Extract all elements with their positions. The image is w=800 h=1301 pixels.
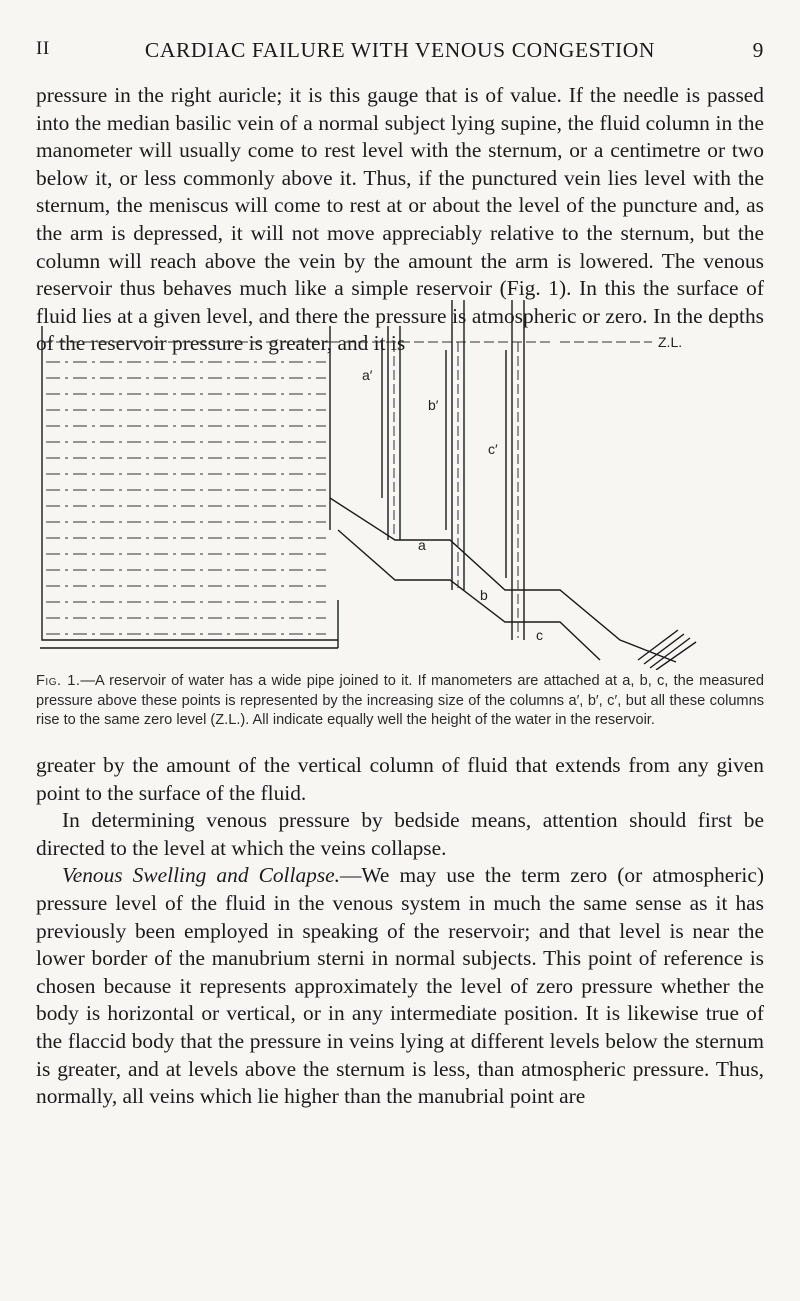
water-hatching (46, 362, 326, 634)
paragraph-venous-swelling (36, 862, 764, 1110)
zero-level-label: Z.L. (658, 334, 683, 350)
chapter-title: CARDIAC FAILURE WITH VENOUS CONGESTION (144, 38, 656, 62)
label-b: b (480, 587, 488, 603)
reservoir-diagram (40, 270, 760, 670)
figure-label: Fig. 1. (36, 673, 81, 689)
figure-caption (36, 672, 764, 731)
label-b-prime: b′ (428, 397, 439, 413)
section-heading: Venous Swelling and Collapse. (62, 863, 340, 888)
pipe-bottom-wall (338, 530, 600, 660)
chapter-number: II (36, 38, 50, 59)
reservoir-figure (40, 270, 760, 670)
label-c: c (536, 627, 543, 643)
page-number: 9 (752, 38, 764, 62)
label-a-prime: a′ (362, 367, 373, 383)
running-head (36, 38, 764, 68)
paragraph-collapse-level: In determining venous pressure by bedside means, attention should first be directed to the level at which the veins collapse. (36, 808, 764, 860)
pipe-top-wall (330, 498, 676, 662)
figure-caption-text: —A reservoir of water has a wide pipe joined to it. If manometers are attached at a, b, c, the measured pressure above these points is represented by the increasing size of the columns a′, b′, c′, but all these columns rise to the same zero level (Z.L.). All indicate equally well the height of the water in the reservoir. (36, 673, 764, 729)
reservoir-left-wall (42, 326, 338, 640)
label-c-prime: c′ (488, 441, 498, 457)
manometer-a (388, 326, 400, 540)
manometer-c (512, 300, 524, 640)
section-text: —We may use the term zero (or atmospheric) pressure level of the fluid in the venous system in much the same sense as it has previously been employed in speaking of the reservoir; and that level is near the lower border of the manubrium sterni in normal subjects. This point of reference is chosen because it represents approximately the level of zero pressure whether the body is horizontal or vertical, or in any intermediate position. It is likewise true of the flaccid body that the pressure in veins lying at different levels below the sternum is greater, and at levels above the sternum is less, than atmospheric pressure. Thus, normally, all veins which lie higher than the manubrial point are (36, 863, 764, 1109)
paragraph-continuation: greater by the amount of the vertical column of fluid that extends from any given point to the surface of the fluid. (36, 753, 764, 805)
paragraph-reservoir: pressure in the right auricle; it is this gauge that is of value. If the needle is passed into the median basilic vein of a normal subject lying supine, the fluid column in the manometer will usually come to rest level with the sternum, or a centimetre or two below it, or less commonly above it. Thus, if the punctured vein lies level with the sternum, the meniscus will come to rest at or about the level of the puncture and, as the arm is depressed, it will not move appreciably relative to the sternum, but the column will reach above the vein by the amount the arm is lowered. The venous reservoir thus behaves much like a simple reservoir (Fig. 1). In this the surface of fluid lies at a given level, and there the pressure is atmospheric or zero. In the depths of the reservoir pressure is greater, and it is (36, 83, 764, 356)
manometer-b (452, 300, 464, 590)
label-a: a (418, 537, 426, 553)
text-block-after-figure (36, 752, 764, 1111)
